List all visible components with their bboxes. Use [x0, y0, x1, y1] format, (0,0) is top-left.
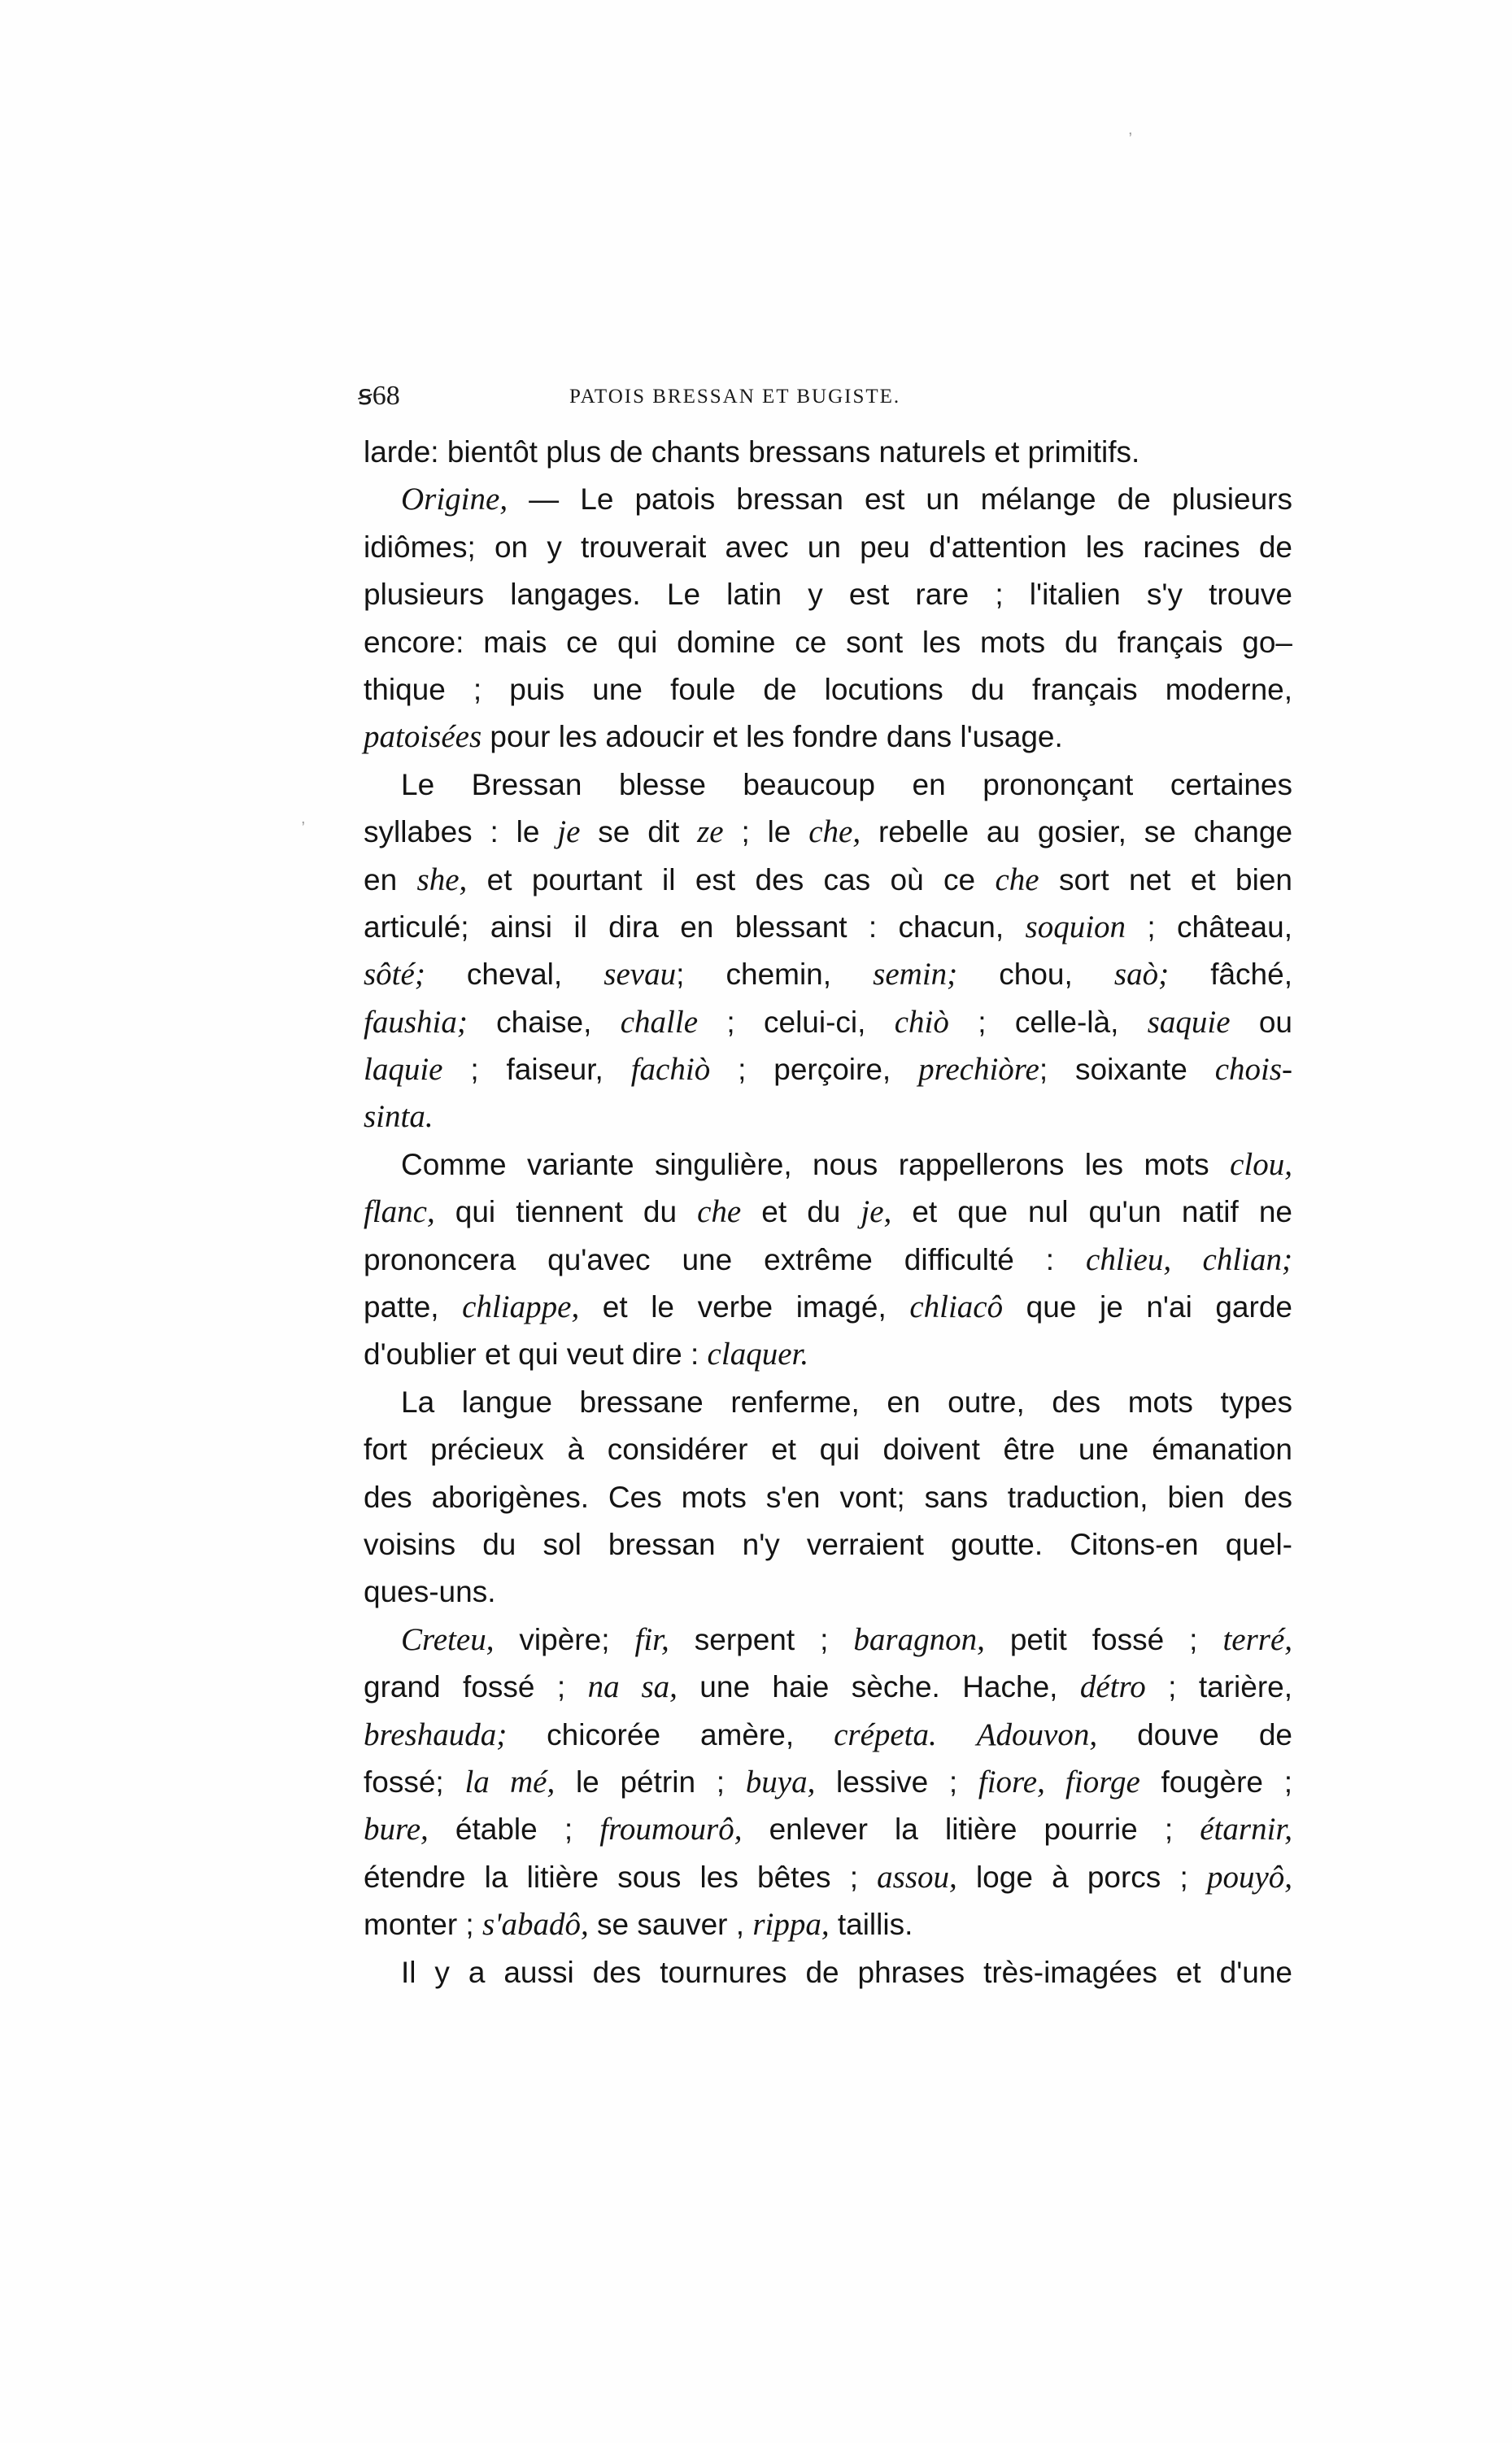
text-run: monter ;: [364, 1908, 482, 1942]
italic-term: terré,: [1222, 1621, 1292, 1657]
text-run: ; celui-ci,: [698, 1005, 895, 1039]
text-run: et que nul qu'un natif ne: [891, 1195, 1293, 1229]
text-line: [364, 1854, 1292, 1901]
text-run: plusieurs langages. Le latin y est rare ; l'italien s'y trouve: [364, 578, 1292, 612]
italic-term: che: [995, 862, 1039, 897]
text-line: [364, 1949, 1292, 1996]
italic-term: fachiò: [630, 1052, 711, 1088]
body-text: [364, 429, 1292, 1996]
text-run: fossé;: [364, 1765, 465, 1799]
italic-term: sinta.: [364, 1099, 434, 1135]
text-line: [364, 1141, 1292, 1189]
text-run: ; chemin,: [676, 958, 874, 992]
italic-term: she,: [416, 862, 468, 897]
italic-term: la mé,: [464, 1764, 556, 1800]
italic-term: étarnir,: [1200, 1812, 1293, 1848]
text-line: [364, 857, 1292, 904]
text-run: ; château,: [1126, 910, 1292, 944]
text-line: [364, 1806, 1292, 1853]
italic-term: s'abadô,: [482, 1907, 589, 1943]
text-run: ou: [1230, 1005, 1293, 1039]
italic-term: na sa,: [587, 1669, 678, 1705]
page-number: ꞩ68: [358, 381, 400, 411]
text-run: articulé; ainsi il dira en blessant : chacun,: [364, 910, 1026, 944]
text-line: [364, 524, 1292, 571]
text-line: [364, 1237, 1292, 1284]
italic-term: ze: [697, 814, 724, 850]
text-run: rebelle au gosier, se change: [861, 815, 1293, 849]
italic-term: Creteu,: [401, 1621, 495, 1657]
text-run: fougère ;: [1139, 1765, 1292, 1799]
italic-term: chiò: [894, 1004, 949, 1040]
italic-term: pouyô,: [1206, 1859, 1292, 1895]
text-run: — Le patois bressan est un mélange de plusieurs: [508, 482, 1292, 517]
text-run: qui tiennent du: [434, 1195, 698, 1229]
text-line: [364, 1046, 1292, 1093]
text-run: et pourtant il est des cas où ce: [467, 862, 996, 896]
text-run: d'oublier et qui veut dire :: [364, 1337, 708, 1372]
italic-term: faushia;: [364, 1004, 468, 1040]
text-run: en: [364, 862, 417, 896]
text-line: [364, 809, 1292, 856]
text-run: se dit: [580, 815, 698, 849]
text-run: cheval,: [425, 958, 604, 992]
text-run: chicorée amère,: [507, 1717, 834, 1752]
italic-term: clou,: [1230, 1146, 1292, 1182]
text-run: La langue bressane renferme, en outre, des mots types: [401, 1385, 1292, 1419]
text-line: [364, 904, 1292, 951]
text-run: fâché,: [1169, 958, 1292, 992]
text-run: patte,: [364, 1290, 463, 1324]
text-run: pour les adoucir et les fondre dans l'usage.: [481, 720, 1063, 754]
text-run: taillis.: [829, 1908, 913, 1942]
text-line: [364, 1093, 1292, 1141]
text-run: que je n'ai garde: [1003, 1290, 1292, 1324]
text-run: Le Bressan blesse beaucoup en prononçant certaines: [401, 767, 1292, 801]
text-line: [364, 666, 1292, 713]
italic-term: chliacô: [909, 1289, 1004, 1325]
text-run: chaise,: [467, 1005, 621, 1039]
italic-term: baragnon,: [853, 1621, 985, 1657]
text-run: une haie sèche. Hache,: [677, 1670, 1080, 1704]
text-line: [364, 761, 1292, 809]
text-line: [364, 1331, 1292, 1378]
text-line: [364, 1189, 1292, 1236]
text-run: enlever la litière pourrie ;: [742, 1813, 1200, 1847]
text-run: prononcera qu'avec une extrême difficulté :: [364, 1242, 1087, 1276]
text-run: idiômes; on y trouverait avec un peu d'attention les racines de: [364, 530, 1292, 564]
text-run: ; faiseur,: [442, 1053, 631, 1087]
italic-term: che: [697, 1194, 742, 1230]
text-line: [364, 1616, 1292, 1664]
text-run: ; perçoire,: [710, 1053, 919, 1087]
text-run: sort net et bien: [1039, 862, 1293, 896]
italic-term: crépeta.: [834, 1717, 937, 1752]
italic-term: patoisées: [364, 719, 482, 755]
text-line: [364, 999, 1292, 1046]
text-run: ; tarière,: [1145, 1670, 1292, 1704]
scan-speck: ,: [301, 809, 306, 827]
text-line: [364, 1759, 1292, 1806]
italic-term: chlieu, chlian;: [1086, 1241, 1292, 1277]
italic-term: rippa,: [752, 1907, 830, 1943]
italic-term: je: [557, 814, 581, 850]
text-run: larde: bientôt plus de chants bressans naturels et primitifs.: [364, 435, 1140, 469]
text-line: [364, 1284, 1292, 1331]
text-line: [364, 571, 1292, 618]
text-line: [364, 619, 1292, 666]
text-run: thique ; puis une foule de locutions du français moderne,: [364, 672, 1292, 706]
text-run: encore: mais ce qui domine ce sont les mots du français go–: [364, 625, 1292, 659]
text-run: douve de: [1097, 1717, 1292, 1752]
text-run: ques-uns.: [364, 1575, 496, 1609]
text-run: ; le: [723, 815, 809, 849]
text-line: [364, 1474, 1292, 1521]
italic-term: sevau: [603, 957, 677, 992]
italic-term: semin;: [873, 957, 958, 992]
italic-term: che,: [808, 814, 861, 850]
italic-term: fiore, fiorge: [978, 1764, 1140, 1800]
scan-speck: ,: [1128, 120, 1133, 138]
italic-term: bure,: [364, 1812, 429, 1848]
italic-term: flanc,: [364, 1194, 435, 1230]
italic-term: saquie: [1147, 1004, 1231, 1040]
italic-term: saò;: [1113, 957, 1170, 992]
text-run: loge à porcs ;: [956, 1860, 1207, 1894]
text-run: syllabes : le: [364, 815, 558, 849]
italic-term: fir,: [634, 1621, 669, 1657]
text-run: [937, 1718, 977, 1752]
text-line: [364, 1901, 1292, 1948]
text-run: petit fossé ;: [984, 1622, 1223, 1656]
text-run: voisins du sol bressan n'y verraient goutte. Citons-en quel-: [364, 1527, 1292, 1561]
text-run: Comme variante singulière, nous rappellerons les mots: [401, 1147, 1231, 1181]
italic-term: détro: [1079, 1669, 1146, 1705]
text-line: [364, 713, 1292, 761]
text-run: se sauver ,: [588, 1908, 753, 1942]
text-run: étendre la litière sous les bêtes ;: [364, 1860, 878, 1894]
text-run: et le verbe imagé,: [579, 1290, 910, 1324]
italic-term: froumourô,: [599, 1812, 743, 1848]
text-run: le pétrin ;: [555, 1765, 746, 1799]
page-header: [358, 379, 1301, 428]
italic-term: assou,: [877, 1859, 957, 1895]
text-run: ; celle-là,: [948, 1005, 1148, 1039]
text-line: [364, 429, 1292, 476]
text-run: étable ;: [428, 1813, 600, 1847]
italic-term: buya,: [745, 1764, 816, 1800]
italic-term: chois-: [1214, 1052, 1292, 1088]
text-line: [364, 1712, 1292, 1759]
text-run: des aborigènes. Ces mots s'en vont; sans traduction, bien des: [364, 1480, 1292, 1514]
italic-term: chliappe,: [462, 1289, 580, 1325]
text-line: [364, 1568, 1292, 1616]
text-line: [364, 1664, 1292, 1711]
text-line: [364, 476, 1292, 523]
text-line: [364, 1426, 1292, 1473]
text-run: et du: [741, 1195, 861, 1229]
italic-term: challe: [620, 1004, 699, 1040]
italic-term: soquion: [1025, 909, 1126, 944]
italic-term: je,: [861, 1194, 892, 1230]
text-run: Il y a aussi des tournures de phrases très-imagées et d'une: [401, 1955, 1292, 1989]
text-run: grand fossé ;: [364, 1670, 588, 1704]
text-run: fort précieux à considérer et qui doivent être une émanation: [364, 1433, 1292, 1467]
text-run: serpent ;: [669, 1622, 854, 1656]
text-run: chou,: [957, 958, 1114, 992]
italic-term: claquer.: [707, 1337, 809, 1372]
italic-term: Origine,: [401, 482, 508, 517]
text-run: lessive ;: [815, 1765, 978, 1799]
text-line: [364, 951, 1292, 998]
italic-term: sôté;: [364, 957, 425, 992]
text-line: [364, 1379, 1292, 1426]
text-run: vipère;: [494, 1622, 635, 1656]
italic-term: breshauda;: [364, 1717, 508, 1752]
italic-term: laquie: [364, 1052, 443, 1088]
text-run: ; soixante: [1039, 1053, 1215, 1087]
italic-term: Adouvon,: [976, 1717, 1098, 1752]
running-head: PATOIS BRESSAN ET BUGISTE.: [569, 386, 901, 408]
italic-term: prechiòre: [918, 1052, 1039, 1088]
text-line: [364, 1521, 1292, 1568]
